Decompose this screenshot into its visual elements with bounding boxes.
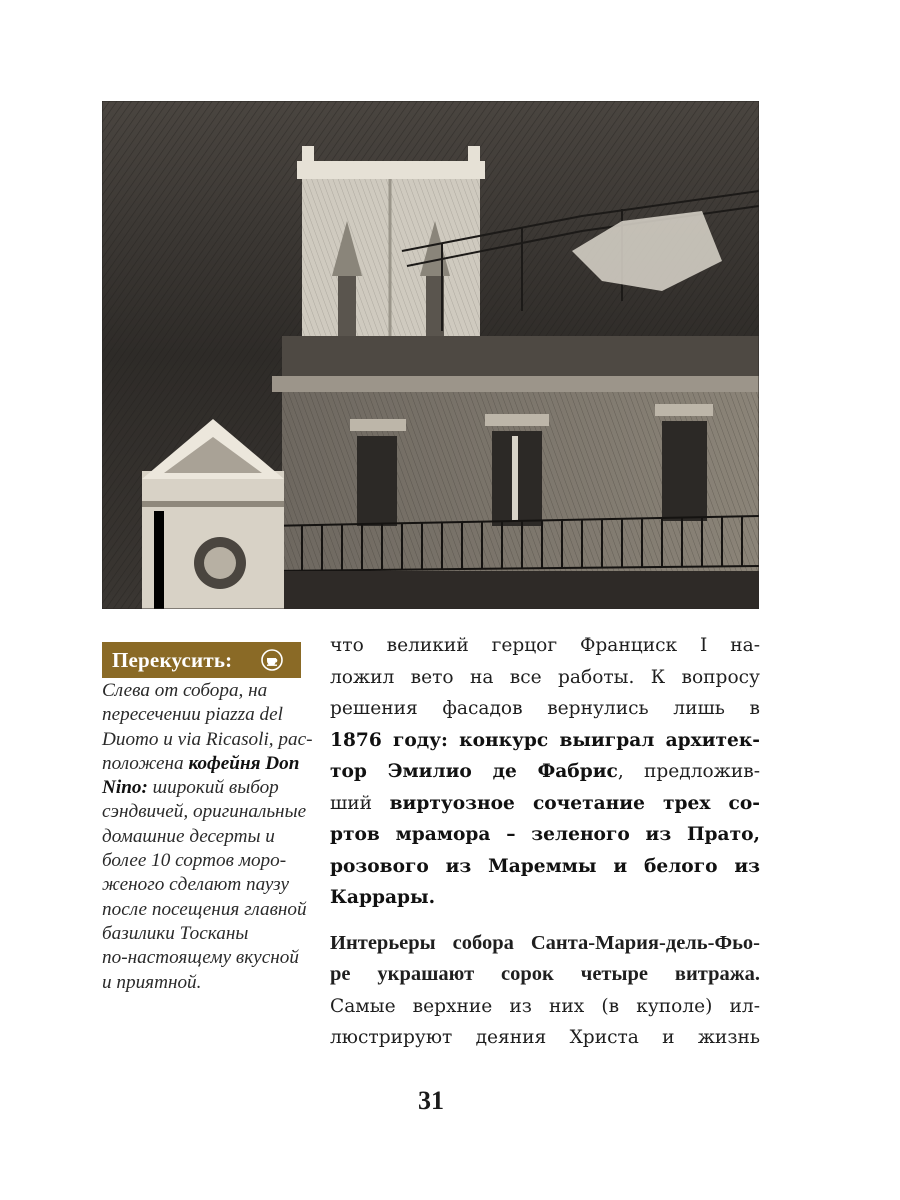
sidebar-line: по-настоящему вкусной xyxy=(102,947,299,969)
architect-name: тор Эмилио де Фабрис xyxy=(330,761,618,782)
body-line: ложил вето на все работы. К вопросу xyxy=(330,666,760,688)
page-number: 31 xyxy=(418,1086,444,1115)
cafe-name-end: Nino: xyxy=(102,777,148,799)
body-line: ртов мрамора – зеленого из Прато, xyxy=(330,824,760,845)
body-line: ре украшают сорок четыре витража. xyxy=(330,963,760,985)
sidebar-line: Duomo и via Ricasoli, рас- xyxy=(102,728,313,750)
charcoal-sketch-illustration xyxy=(102,101,759,609)
sidebar-line: и приятной. xyxy=(102,971,202,993)
sidebar-line: более 10 сортов моро- xyxy=(102,850,287,872)
main-text-column xyxy=(330,630,760,1054)
body-line: 1876 году: конкурс выиграл архитек- xyxy=(330,729,760,751)
sidebar-line: Nino: широкий выбор xyxy=(102,777,279,799)
sidebar-line: домашние десерты и xyxy=(102,825,275,847)
body-line: решения фасадов вернулись лишь в xyxy=(330,698,760,719)
sidebar-line: после посещения главной xyxy=(102,898,307,920)
body-line: тор Эмилио де Фабрис, предложив- xyxy=(330,761,760,782)
body-line: что великий герцог Франциск I на- xyxy=(330,635,760,656)
sidebar-line: положена кофейня Don xyxy=(102,752,300,774)
sidebar-line: женого сделают паузу xyxy=(102,874,290,896)
body-line: ший виртуозное сочетание трех со- xyxy=(330,792,760,814)
sidebar-header xyxy=(102,642,301,678)
sidebar-line: сэндвичей, оригинальные xyxy=(102,801,307,823)
cafe-name: кофейня Don xyxy=(188,752,300,774)
campanile-tower xyxy=(297,146,485,351)
body-line: розового из Мареммы и белого из xyxy=(330,855,760,877)
sidebar-line: Слева от собора, на xyxy=(102,680,268,701)
body-line: люстрируют деяния Христа и жизнь xyxy=(330,1027,760,1048)
sidebar-title: Перекусить: xyxy=(112,647,233,672)
coffee-cup-icon xyxy=(261,649,283,671)
sidebar-line: базилики Тосканы xyxy=(102,922,249,944)
sidebar-line: пересечении piazza del xyxy=(102,704,283,726)
body-line: Самые верхние из них (в куполе) ил- xyxy=(330,995,760,1017)
sidebar-body xyxy=(102,679,313,995)
body-line: Каррары. xyxy=(330,887,436,908)
body-line: Интерьеры собора Санта-Мария-дель-Фьо- xyxy=(330,931,760,954)
